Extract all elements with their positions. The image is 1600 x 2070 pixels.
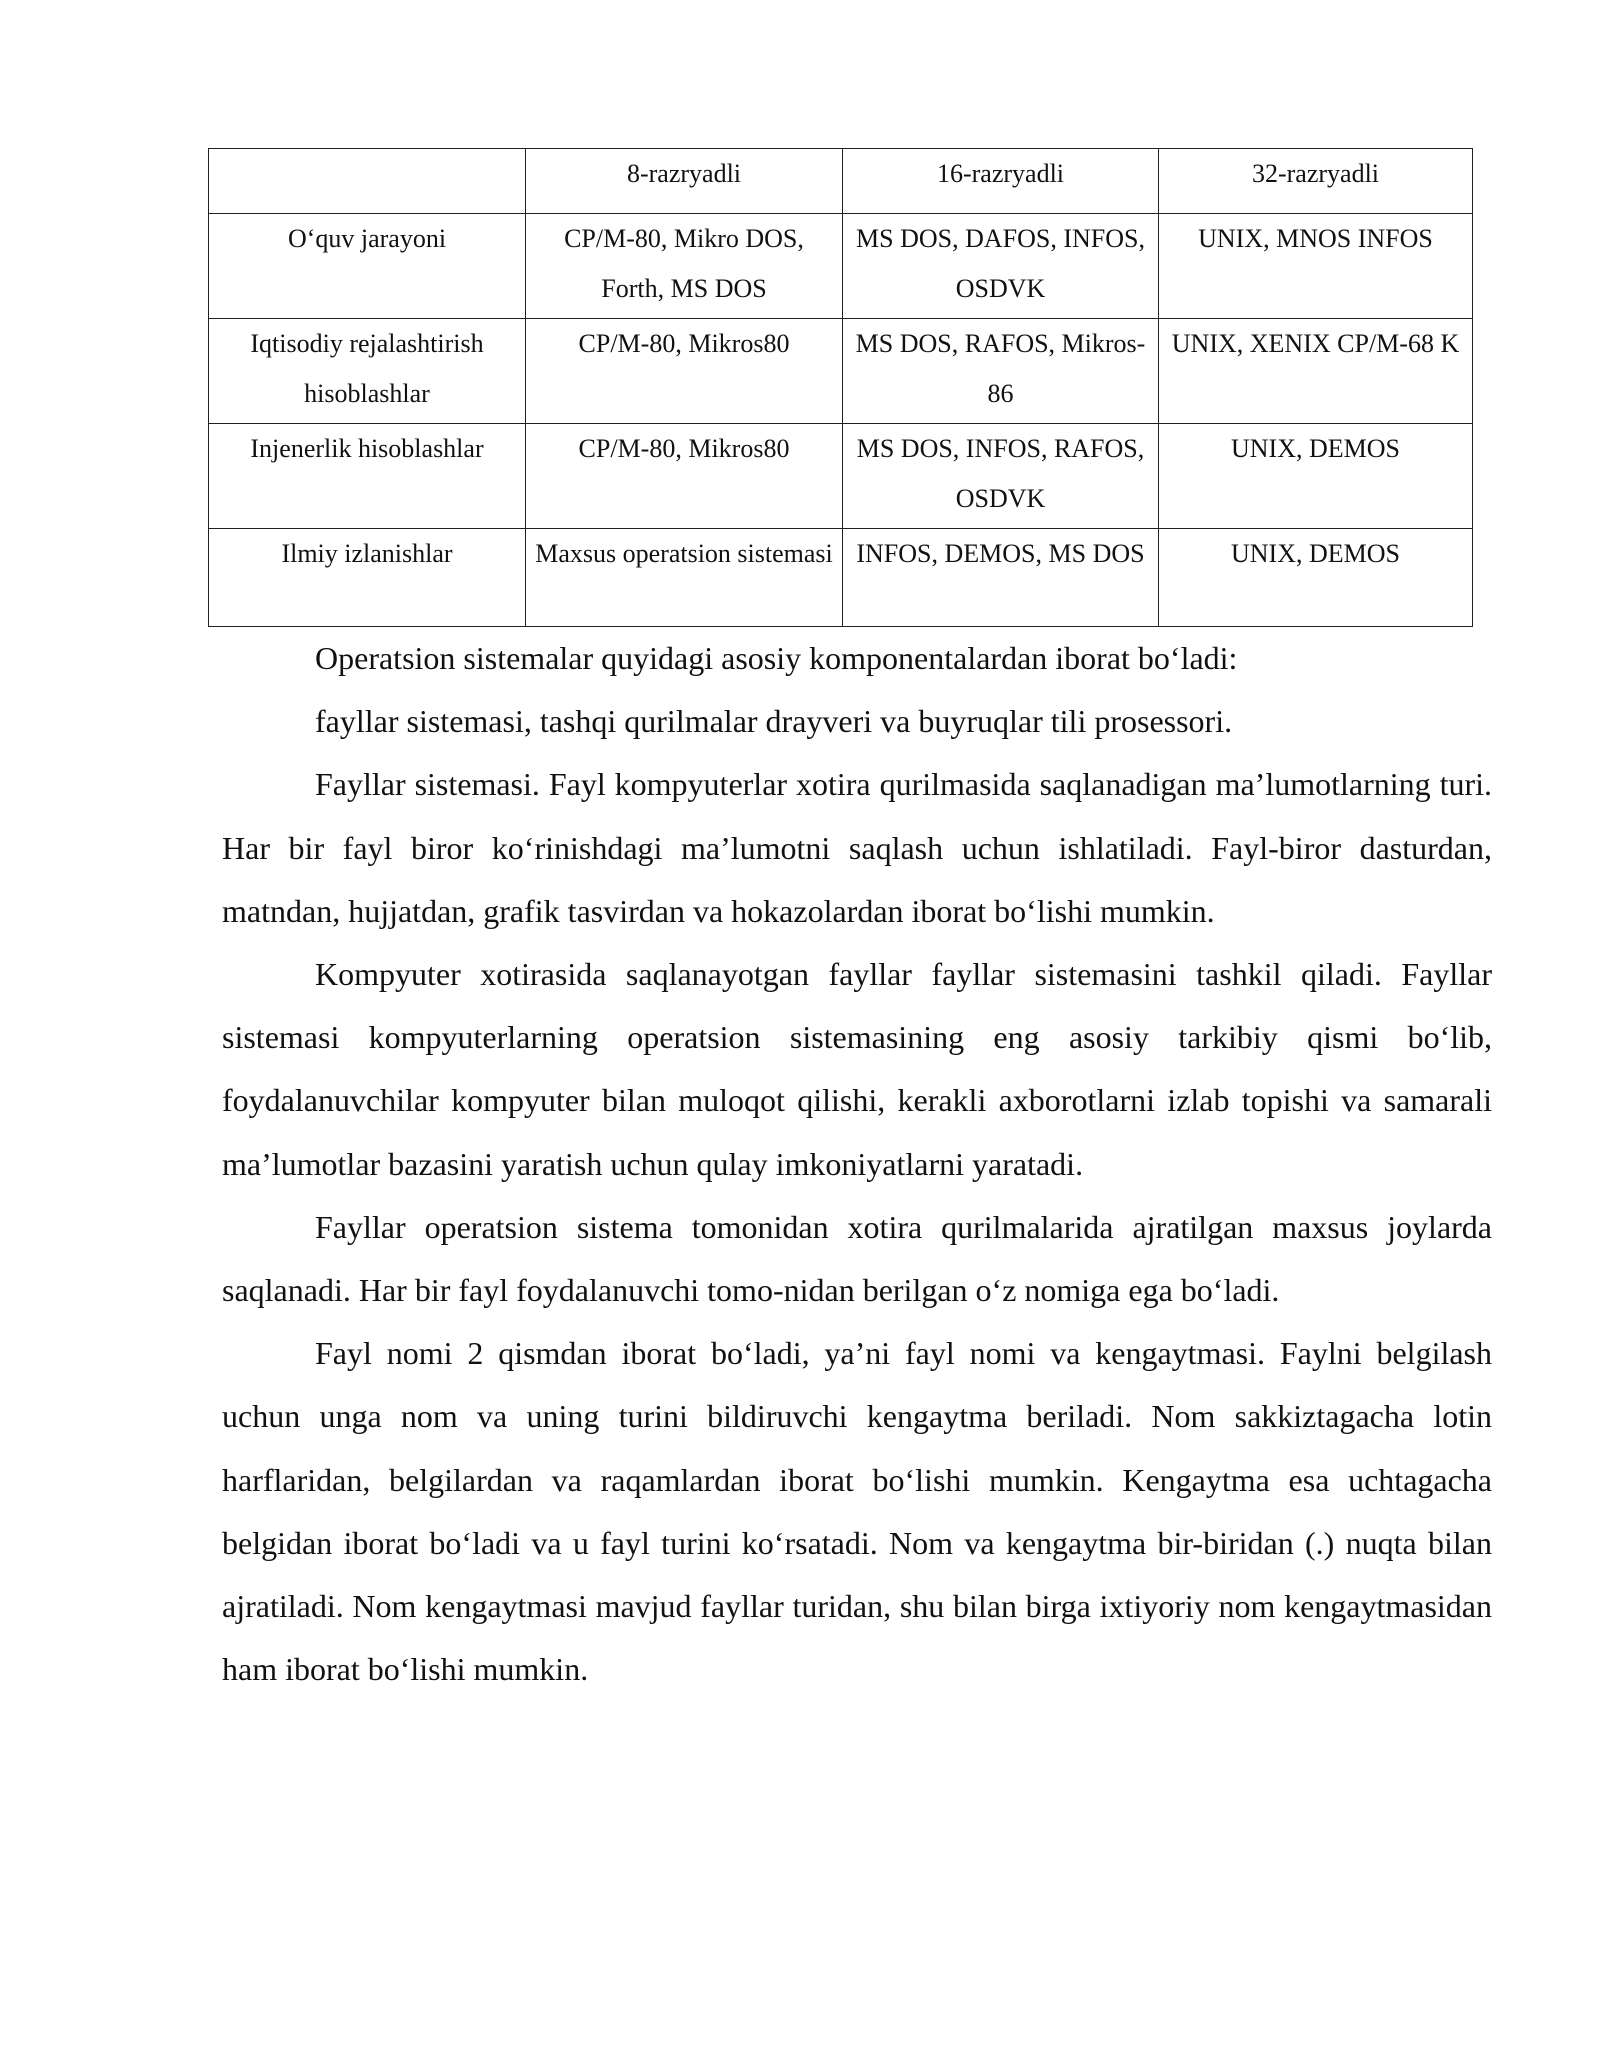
document-body (222, 627, 1492, 1701)
paragraph-file-system-role: Kompyuter xotirasida saqlanayotgan fayllar fayllar sistemasini tashkil qiladi. Fayllar sistemasi kompyuterlarning operatsion sistemasining eng asosiy tarkibiy qismi bo‘lib, foydalanuvchilar kompyuter bilan muloqot qilishi, kerakli axborotlarni izlab topishi va samarali ma’lumotlar bazasini yaratish uchun qulay imkoniyatlarni yaratadi. (222, 956, 1492, 1182)
paragraph-components-intro: Operatsion sistemalar quyidagi asosiy komponentalardan iborat bo‘ladi: (315, 640, 1238, 676)
table-cell-8bit: CP/M-80, Mikro DOS, Forth, MS DOS (526, 214, 843, 319)
table-cell-32bit: UNIX, DEMOS (1159, 529, 1473, 627)
os-comparison-table (208, 148, 1473, 627)
table-cell-8bit: CP/M-80, Mikros80 (526, 424, 843, 529)
table-cell-area: O‘quv jarayoni (209, 214, 526, 319)
header-cell-8bit: 8-razryadli (526, 149, 843, 214)
table-cell-32bit: UNIX, MNOS INFOS (1159, 214, 1473, 319)
table-cell-16bit: MS DOS, DAFOS, INFOS, OSDVK (843, 214, 1159, 319)
table-row (209, 214, 1473, 319)
table-cell-area: Injenerlik hisoblashlar (209, 424, 526, 529)
table-row (209, 319, 1473, 424)
paragraph-file-naming: Fayl nomi 2 qismdan iborat bo‘ladi, ya’ni fayl nomi va kengaytmasi. Faylni belgilash uchun unga nom va uning turini bildiruvchi kengaytma beriladi. Nom sakkiztagacha lotin harflaridan, belgilardan va raqamlardan iborat bo‘lishi mumkin. Kengaytma esa uchtagacha belgidan iborat bo‘ladi va u fayl turini ko‘rsatadi. Nom va kengaytma bir-biridan (.) nuqta bilan ajratiladi. Nom kengaytmasi mavjud fayllar turidan, shu bilan birga ixtiyoriy nom kengaytmasidan ham iborat bo‘lishi mumkin. (222, 1335, 1492, 1688)
table-cell-32bit: UNIX, DEMOS (1159, 424, 1473, 529)
table-row (209, 529, 1473, 627)
paragraph-file-storage: Fayllar operatsion sistema tomonidan xotira qurilmalarida ajratilgan maxsus joylarda saqlanadi. Har bir fayl foydalanuvchi tomo-nidan berilgan o‘z nomiga ega bo‘ladi. (222, 1208, 1492, 1309)
paragraph-components-list: fayllar sistemasi, tashqi qurilmalar drayveri va buyruqlar tili prosessori. (315, 703, 1233, 740)
header-cell-empty (209, 149, 526, 214)
header-cell-16bit: 16-razryadli (843, 149, 1159, 214)
table-cell-8bit: CP/M-80, Mikros80 (526, 319, 843, 424)
table-header-row (209, 149, 1473, 214)
table-cell-32bit: UNIX, XENIX CP/M-68 K (1159, 319, 1473, 424)
table-cell-16bit: MS DOS, RAFOS, Mikros-86 (843, 319, 1159, 424)
table-cell-8bit: Maxsus operatsion sistemasi (526, 529, 843, 627)
table-cell-area: Iqtisodiy rejalashtirish hisoblashlar (209, 319, 526, 424)
table-cell-16bit: MS DOS, INFOS, RAFOS, OSDVK (843, 424, 1159, 529)
table-cell-16bit: INFOS, DEMOS, MS DOS (843, 529, 1159, 627)
table-cell-area: Ilmiy izlanishlar (209, 529, 526, 627)
header-cell-32bit: 32-razryadli (1159, 149, 1473, 214)
table-row (209, 424, 1473, 529)
paragraph-file-system: Fayllar sistemasi. Fayl kompyuterlar xotira qurilmasida saqlanadigan ma’lumotlarning turi. Har bir fayl biror ko‘rinishdagi ma’lumotni saqlash uchun ishlatiladi. Fayl-biror dasturdan, matndan, hujjatdan, grafik tasvirdan va hokazolardan iborat bo‘lishi mumkin. (222, 766, 1492, 929)
